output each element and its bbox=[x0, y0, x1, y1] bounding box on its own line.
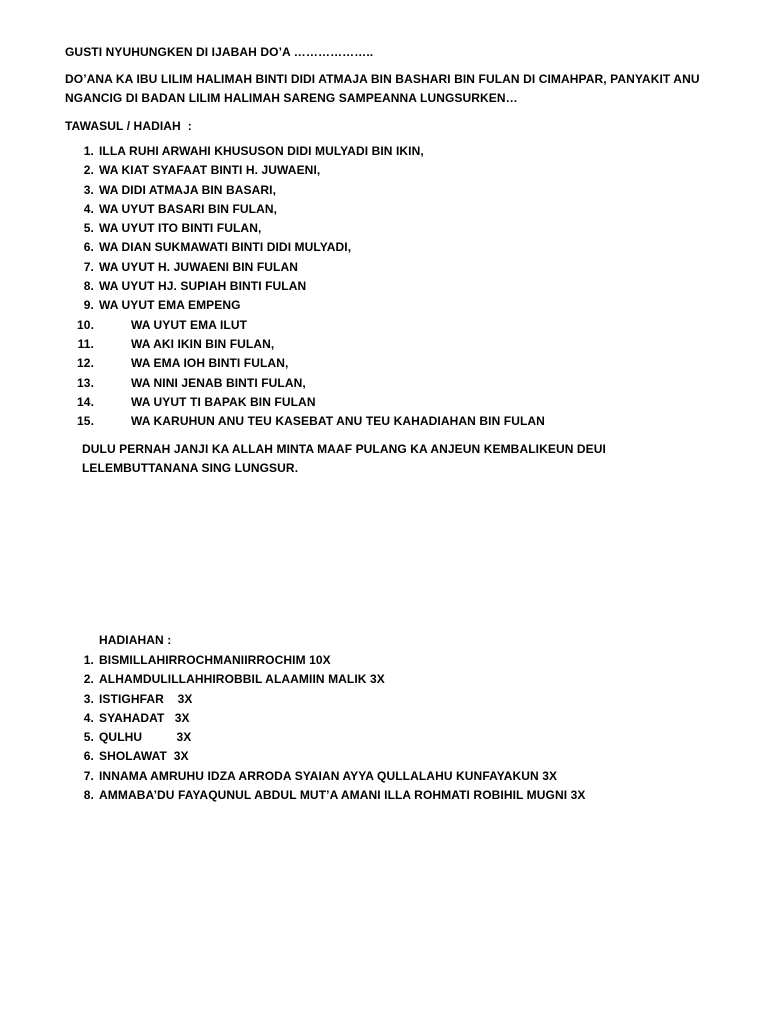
item-text: WA NINI JENAB BINTI FULAN, bbox=[131, 375, 306, 390]
item-number: 2. bbox=[83, 163, 94, 178]
item-number: 6. bbox=[83, 240, 94, 255]
prayer-paragraph: DO’ANA KA IBU LILIM HALIMAH BINTI DIDI ATMAJA BIN BASHARI BIN FULAN DI CIMAHPAR, PANYAKIT ANU NGANCIG DI BADAN LILIM HALIMAH SARENG SAMPEANNA LUNGSURKEN… bbox=[65, 72, 700, 105]
item-number: 6. bbox=[83, 749, 94, 764]
item-number: 12. bbox=[77, 356, 94, 371]
item-text: WA UYUT ITO BINTI FULAN, bbox=[99, 221, 262, 236]
item-number: 1. bbox=[83, 144, 94, 158]
item-number: 7. bbox=[83, 768, 94, 783]
item-number: 4. bbox=[83, 710, 94, 725]
item-text: QULHU 3X bbox=[99, 730, 192, 745]
item-text: WA DIAN SUKMAWATI BINTI DIDI MULYADI, bbox=[99, 240, 352, 255]
item-text: ILLA RUHI ARWAHI KHUSUSON DIDI MULYADI BIN IKIN, bbox=[99, 144, 424, 158]
document-heading: GUSTI NYUHUNGKEN DI IJABAH DO’A ……………….. bbox=[65, 45, 374, 59]
item-text: ISTIGHFAR 3X bbox=[99, 691, 193, 706]
item-number: 8. bbox=[83, 279, 94, 294]
item-number: 5. bbox=[83, 730, 94, 745]
item-number: 15. bbox=[77, 414, 94, 429]
item-number: 4. bbox=[83, 201, 94, 216]
item-text: WA DIDI ATMAJA BIN BASARI, bbox=[99, 182, 277, 197]
item-number: 3. bbox=[83, 182, 94, 197]
item-text: WA UYUT H. JUWAENI BIN FULAN bbox=[99, 259, 299, 274]
item-text: WA UYUT HJ. SUPIAH BINTI FULAN bbox=[99, 279, 307, 294]
item-number: 10. bbox=[77, 317, 94, 332]
item-number: 13. bbox=[77, 375, 94, 390]
item-text: WA KIAT SYAFAAT BINTI H. JUWAENI, bbox=[99, 163, 321, 178]
item-text: WA UYUT BASARI BIN FULAN, bbox=[99, 201, 278, 216]
item-number: 9. bbox=[83, 298, 94, 313]
hadiahan-heading: HADIAHAN : bbox=[99, 633, 172, 647]
item-number: 7. bbox=[83, 259, 94, 274]
item-text: SHOLAWAT 3X bbox=[99, 749, 189, 764]
tawasul-heading: TAWASUL / HADIAH : bbox=[65, 119, 192, 133]
item-number: 11. bbox=[77, 336, 94, 351]
closing-paragraph: DULU PERNAH JANJI KA ALLAH MINTA MAAF PULANG KA ANJEUN KEMBALIKEUN DEUI LELEMBUTTANANA SING LUNGSUR. bbox=[82, 442, 606, 475]
item-text: WA KARUHUN ANU TEU KASEBAT ANU TEU KAHADIAHAN BIN FULAN bbox=[131, 414, 545, 429]
item-number: 14. bbox=[77, 394, 94, 409]
item-text: WA UYUT EMA ILUT bbox=[131, 317, 248, 332]
item-text: SYAHADAT 3X bbox=[99, 710, 190, 725]
item-number: 2. bbox=[83, 672, 94, 687]
item-number: 5. bbox=[83, 221, 94, 236]
item-text: BISMILLAHIRROCHMANIIRROCHIM 10X bbox=[99, 653, 331, 667]
item-number: 1. bbox=[83, 653, 94, 667]
item-text: INNAMA AMRUHU IDZA ARRODA SYAIAN AYYA QULLALAHU KUNFAYAKUN 3X bbox=[99, 768, 558, 783]
item-text: WA AKI IKIN BIN FULAN, bbox=[131, 336, 275, 351]
item-text: WA UYUT TI BAPAK BIN FULAN bbox=[131, 394, 316, 409]
item-text: ALHAMDULILLAHHIROBBIL ALAAMIIN MALIK 3X bbox=[99, 672, 385, 687]
item-text: AMMABA’DU FAYAQUNUL ABDUL MUT’A AMANI ILLA ROHMATI ROBIHIL MUGNI 3X bbox=[99, 788, 586, 803]
item-number: 8. bbox=[83, 788, 94, 803]
item-text: WA UYUT EMA EMPENG bbox=[99, 298, 241, 313]
item-text: WA EMA IOH BINTI FULAN, bbox=[131, 356, 289, 371]
item-number: 3. bbox=[83, 691, 94, 706]
